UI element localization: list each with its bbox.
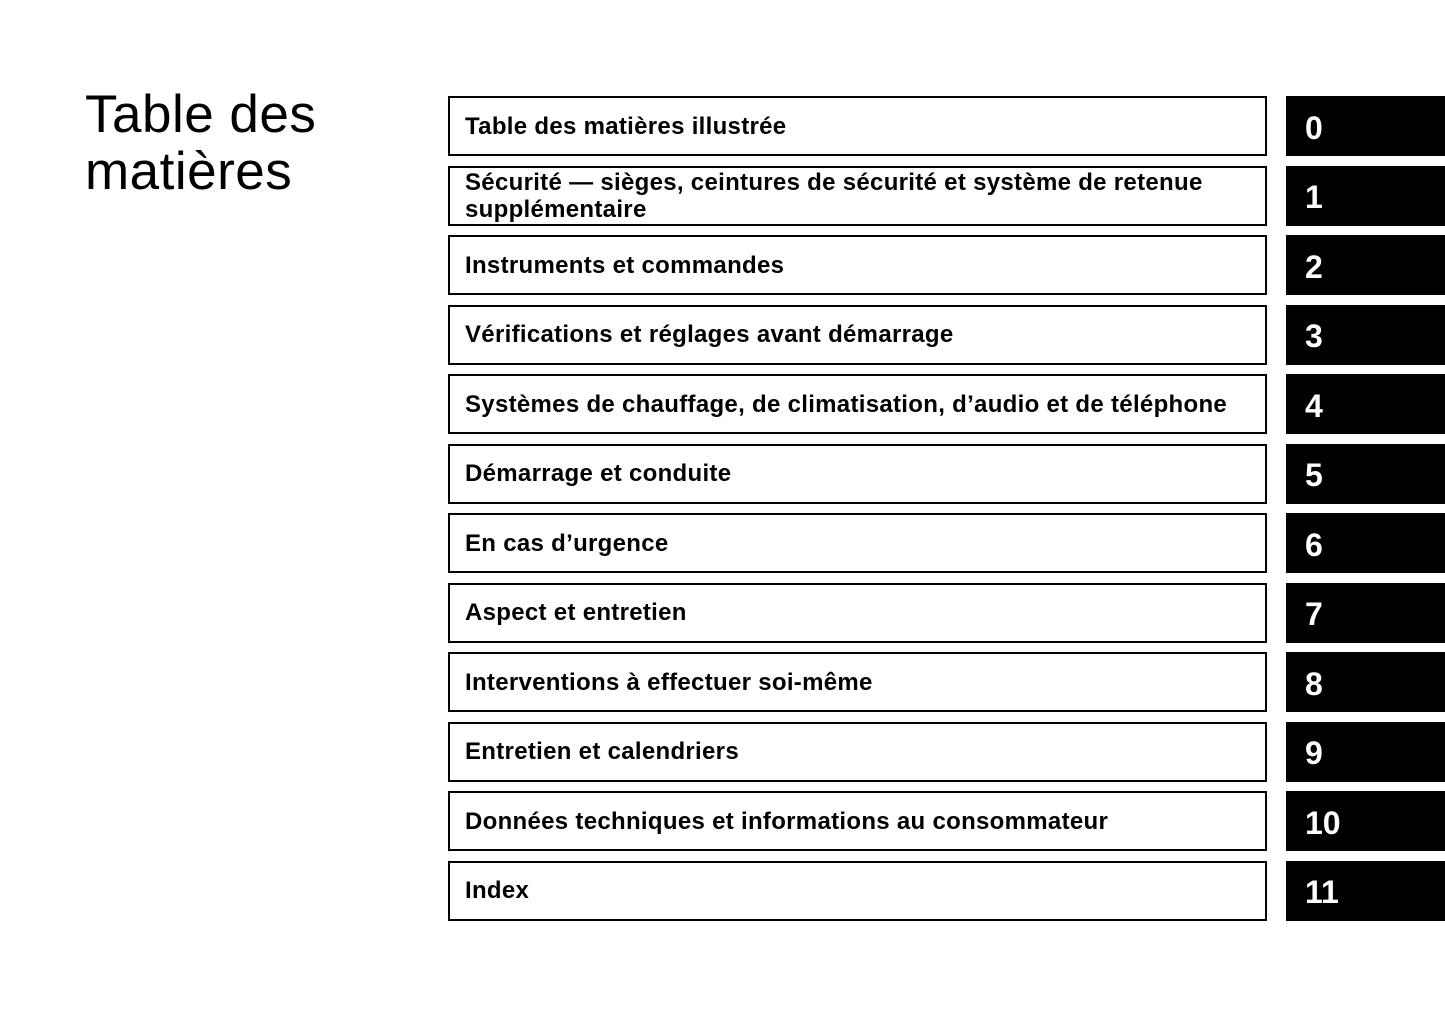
toc-row-11[interactable] bbox=[448, 861, 1445, 921]
toc-entry-label[interactable]: Sécurité — sièges, ceintures de sécurité et système de retenue supplémentaire bbox=[465, 168, 1203, 223]
chapter-tab-6[interactable]: 6 bbox=[1286, 513, 1445, 573]
toc-entry-box[interactable] bbox=[448, 305, 1267, 365]
toc-row-3[interactable] bbox=[448, 305, 1445, 365]
toc-entry-label[interactable]: Instruments et commandes bbox=[465, 251, 785, 279]
toc-entry-box[interactable] bbox=[448, 96, 1267, 156]
chapter-tab-2[interactable]: 2 bbox=[1286, 235, 1445, 295]
toc-row-7[interactable] bbox=[448, 583, 1445, 643]
toc-entry-box[interactable] bbox=[448, 444, 1267, 504]
toc-row-2[interactable] bbox=[448, 235, 1445, 295]
toc-entry-label[interactable]: Vérifications et réglages avant démarrage bbox=[465, 321, 954, 348]
chapter-tab-7[interactable]: 7 bbox=[1286, 583, 1445, 643]
toc-entry-label[interactable]: Table des matières illustrée bbox=[465, 112, 787, 140]
toc-entry-box[interactable] bbox=[448, 513, 1267, 573]
toc-row-9[interactable] bbox=[448, 722, 1445, 782]
toc-row-4[interactable] bbox=[448, 374, 1445, 434]
toc-row-1[interactable] bbox=[448, 166, 1445, 226]
toc-entry-box[interactable] bbox=[448, 652, 1267, 712]
chapter-tab-11[interactable]: 11 bbox=[1286, 861, 1445, 921]
chapter-tab-8[interactable]: 8 bbox=[1286, 652, 1445, 712]
chapter-tab-9[interactable]: 9 bbox=[1286, 722, 1445, 782]
toc-row-0[interactable] bbox=[448, 96, 1445, 156]
chapter-tab-10[interactable]: 10 bbox=[1286, 791, 1445, 851]
toc-entry-label[interactable]: En cas d’urgence bbox=[465, 529, 669, 557]
page-title: Table des matières bbox=[85, 85, 317, 201]
toc-row-10[interactable] bbox=[448, 791, 1445, 851]
toc-entry-box[interactable] bbox=[448, 861, 1267, 921]
toc-entry-box[interactable] bbox=[448, 166, 1267, 226]
chapter-tab-3[interactable]: 3 bbox=[1286, 305, 1445, 365]
toc-entry-label[interactable]: Démarrage et conduite bbox=[465, 460, 732, 487]
toc-entry-box[interactable] bbox=[448, 722, 1267, 782]
toc-entry-label[interactable]: Index bbox=[465, 877, 530, 904]
toc-entry-label[interactable]: Systèmes de chauffage, de climatisation, d’audio et de téléphone bbox=[465, 390, 1228, 418]
toc-row-6[interactable] bbox=[448, 513, 1445, 573]
toc-entry-box[interactable] bbox=[448, 374, 1267, 434]
toc-entry-label[interactable]: Aspect et entretien bbox=[465, 599, 687, 626]
toc-entry-label[interactable]: Données techniques et informations au consommateur bbox=[465, 807, 1109, 835]
toc-row-8[interactable] bbox=[448, 652, 1445, 712]
chapter-tab-0[interactable]: 0 bbox=[1286, 96, 1445, 156]
toc-entry-label[interactable]: Interventions à effectuer soi-même bbox=[465, 668, 873, 696]
toc-entry-box[interactable] bbox=[448, 791, 1267, 851]
chapter-tab-5[interactable]: 5 bbox=[1286, 444, 1445, 504]
toc-entry-box[interactable] bbox=[448, 583, 1267, 643]
chapter-tab-1[interactable]: 1 bbox=[1286, 166, 1445, 226]
toc-entry-box[interactable] bbox=[448, 235, 1267, 295]
chapter-tab-4[interactable]: 4 bbox=[1286, 374, 1445, 434]
toc-entry-label[interactable]: Entretien et calendriers bbox=[465, 738, 739, 765]
toc-row-5[interactable] bbox=[448, 444, 1445, 504]
